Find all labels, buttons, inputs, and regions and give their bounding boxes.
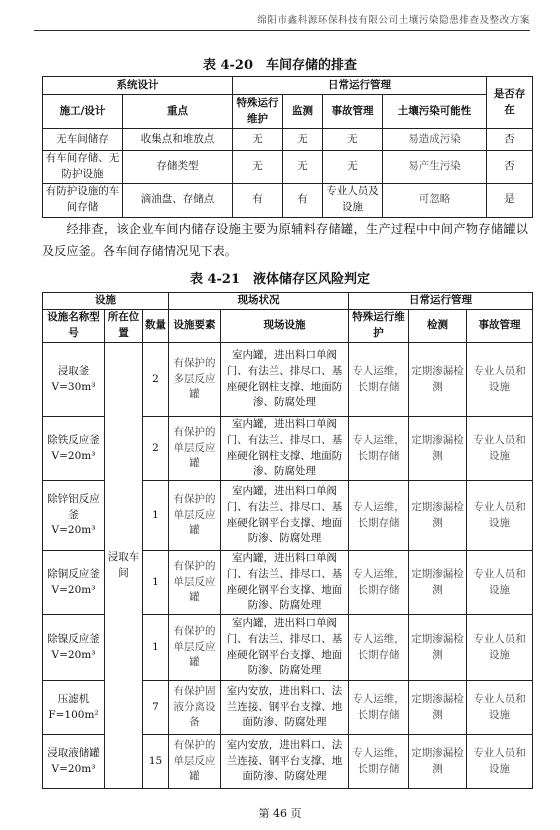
cell-accident-mgmt: 专业人员和设施	[467, 681, 533, 735]
facility-model-text: V=20m³	[51, 762, 96, 775]
col-group-daily: 日常运行管理	[233, 77, 487, 95]
cell-maint: 有	[233, 183, 283, 217]
table-row	[43, 151, 533, 184]
table-4-20	[42, 76, 533, 218]
facility-name-text: 除镍反应釜	[47, 632, 100, 645]
cell-accident-mgmt: 专业人员和设施	[467, 551, 533, 615]
facility-name-text: 除锌铝反应釜	[47, 492, 100, 521]
col-header-location: 所在位置	[105, 310, 143, 343]
cell-site-facility: 室内罐，进出料口单阀门、有法兰、排尽口、基座硬化钢柱支撑、地面防渗、防腐处理	[221, 343, 349, 417]
cell-qty: 1	[143, 615, 169, 681]
cell-element: 有保护的单层反应罐	[169, 481, 221, 551]
col-header-maint: 特殊运行维护	[233, 95, 283, 129]
cell-special-maint: 专人运维，长期存储	[349, 735, 409, 789]
cell-facility-name	[43, 735, 105, 789]
col-header-site-facility: 现场设施	[221, 310, 349, 343]
col-header-possibility: 土壤污染可能性	[383, 95, 487, 129]
col-header-focus: 重点	[123, 95, 233, 129]
cell-site-facility: 室内罐，进出料口单阀门、有法兰、排尽口、基座硬化钢平台支撑、地面防渗、防腐处理	[221, 481, 349, 551]
cell-detect: 定期渗漏检测	[409, 343, 467, 417]
facility-name-text: 除铁反应釜	[47, 433, 100, 446]
cell-special-maint: 专人运维，长期存储	[349, 417, 409, 481]
cell-focus: 存储类型	[123, 151, 233, 184]
cell-facility-name	[43, 615, 105, 681]
col-header-special-maint: 特殊运行维护	[349, 310, 409, 343]
cell-element: 有保护的单层反应罐	[169, 551, 221, 615]
cell-site-facility: 室内罐，进出料口单阀门、有法兰、排尽口、基座硬化钢平台支撑、地面防渗、防腐处理	[221, 551, 349, 615]
cell-element: 有保护的单层反应罐	[169, 735, 221, 789]
col-header-name: 设施名称型号	[43, 310, 105, 343]
col-group-site: 现场状况	[169, 293, 349, 310]
cell-facility-name	[43, 681, 105, 735]
facility-model-text: V=20m³	[51, 583, 96, 596]
cell-detect: 定期渗漏检测	[409, 735, 467, 789]
cell-special-maint: 专人运维，长期存储	[349, 681, 409, 735]
col-group-facility: 设施	[43, 293, 169, 310]
cell-site-facility: 室内安放，进出料口、法兰连接、钢平台支撑、地面防渗、防腐处理	[221, 735, 349, 789]
cell-focus: 滴油盘、存储点	[123, 183, 233, 217]
cell-maint: 无	[233, 129, 283, 151]
cell-special-maint: 专人运维，长期存储	[349, 551, 409, 615]
cell-design: 有防护设施的车间存储	[43, 183, 123, 217]
cell-qty: 7	[143, 681, 169, 735]
cell-detect: 定期渗漏检测	[409, 615, 467, 681]
cell-possibility: 易产生污染	[383, 151, 487, 184]
cell-special-maint: 专人运维，长期存储	[349, 615, 409, 681]
col-header-detect: 检测	[409, 310, 467, 343]
cell-accident-mgmt: 专业人员和设施	[467, 615, 533, 681]
col-header-exists: 是否存在	[487, 77, 533, 129]
facility-name-text: 压滤机	[57, 692, 90, 705]
cell-accident: 无	[323, 129, 383, 151]
cell-possibility: 可忽略	[383, 183, 487, 217]
col-header-monitor: 监测	[283, 95, 323, 129]
cell-qty: 1	[143, 551, 169, 615]
page-number: 第 46 页	[258, 807, 302, 820]
cell-monitor: 无	[283, 129, 323, 151]
table-row	[43, 129, 533, 151]
running-header: 绵阳市鑫科源环保科技有限公司土壤污染隐患排查及整改方案	[34, 12, 530, 31]
cell-element: 有保护的单层反应罐	[169, 615, 221, 681]
col-group-daily-mgmt: 日常运行管理	[349, 293, 533, 310]
cell-maint: 无	[233, 151, 283, 184]
table-4-20-caption: 表 4-20 车间存储的排查	[202, 58, 358, 73]
table-row	[43, 183, 533, 217]
cell-element: 有保护固液分离设备	[169, 681, 221, 735]
cell-possibility: 易造成污染	[383, 129, 487, 151]
cell-monitor: 无	[283, 151, 323, 184]
cell-facility-name	[43, 417, 105, 481]
cell-site-facility: 室内安放，进出料口、法兰连接、钢平台支撑、地面防渗、防腐处理	[221, 681, 349, 735]
cell-exists: 否	[487, 129, 533, 151]
cell-accident-mgmt: 专业人员和设施	[467, 481, 533, 551]
cell-special-maint: 专人运维，长期存储	[349, 343, 409, 417]
cell-qty: 15	[143, 735, 169, 789]
facility-model-text: V=30m³	[51, 380, 96, 393]
cell-site-facility: 室内罐，进出料口单阀门、有法兰、排尽口、基座硬化钢平台支撑、地面防渗、防腐处理	[221, 615, 349, 681]
facility-name-text: 浸取釜	[57, 364, 90, 377]
facility-model-text: V=20m³	[51, 524, 96, 537]
cell-element: 有保护的多层反应罐	[169, 343, 221, 417]
facility-model-text: V=20m³	[51, 449, 96, 462]
facility-model-text: V=20m³	[51, 648, 96, 661]
cell-detect: 定期渗漏检测	[409, 681, 467, 735]
table-4-21	[42, 292, 533, 789]
cell-accident-mgmt: 专业人员和设施	[467, 417, 533, 481]
cell-accident-mgmt: 专业人员和设施	[467, 735, 533, 789]
cell-accident: 专业人员及设施	[323, 183, 383, 217]
facility-name-text: 除铜反应釜	[47, 567, 100, 580]
col-group-system: 系统设计	[43, 77, 233, 95]
body-paragraph: 经排查，该企业车间内储存设施主要为原辅料存储罐，生产过程中中间产物存储罐以及反应釜。各车间存储情况见下表。	[42, 222, 528, 258]
cell-accident-mgmt: 专业人员和设施	[467, 343, 533, 417]
cell-accident: 无	[323, 151, 383, 184]
facility-model-text: F=100m²	[48, 708, 99, 721]
cell-design: 无车间储存	[43, 129, 123, 151]
col-header-accident-mgmt: 事故管理	[467, 310, 533, 343]
col-header-design: 施工/设计	[43, 95, 123, 129]
facility-name-text: 浸取液储罐	[47, 746, 100, 759]
cell-site-facility: 室内罐，进出料口单阀门、有法兰、排尽口、基座硬化钢柱支撑、地面防渗、防腐处理	[221, 417, 349, 481]
cell-detect: 定期渗漏检测	[409, 417, 467, 481]
col-header-element: 设施要素	[169, 310, 221, 343]
cell-qty: 2	[143, 343, 169, 417]
cell-design: 有车间存储、无防护设施	[43, 151, 123, 184]
cell-facility-name	[43, 551, 105, 615]
table-4-21-caption: 表 4-21 液体储存区风险判定	[189, 272, 371, 287]
cell-special-maint: 专人运维，长期存储	[349, 481, 409, 551]
table-row	[43, 343, 533, 417]
cell-exists: 否	[487, 151, 533, 184]
cell-facility-name	[43, 481, 105, 551]
cell-focus: 收集点和堆放点	[123, 129, 233, 151]
cell-element: 有保护的单层反应罐	[169, 417, 221, 481]
cell-location: 浸取车间	[105, 343, 143, 789]
cell-monitor: 有	[283, 183, 323, 217]
cell-qty: 2	[143, 417, 169, 481]
col-header-qty: 数量	[143, 310, 169, 343]
cell-detect: 定期渗漏检测	[409, 481, 467, 551]
cell-detect: 定期渗漏检测	[409, 551, 467, 615]
cell-qty: 1	[143, 481, 169, 551]
col-header-accident: 事故管理	[323, 95, 383, 129]
cell-exists: 是	[487, 183, 533, 217]
cell-facility-name	[43, 343, 105, 417]
